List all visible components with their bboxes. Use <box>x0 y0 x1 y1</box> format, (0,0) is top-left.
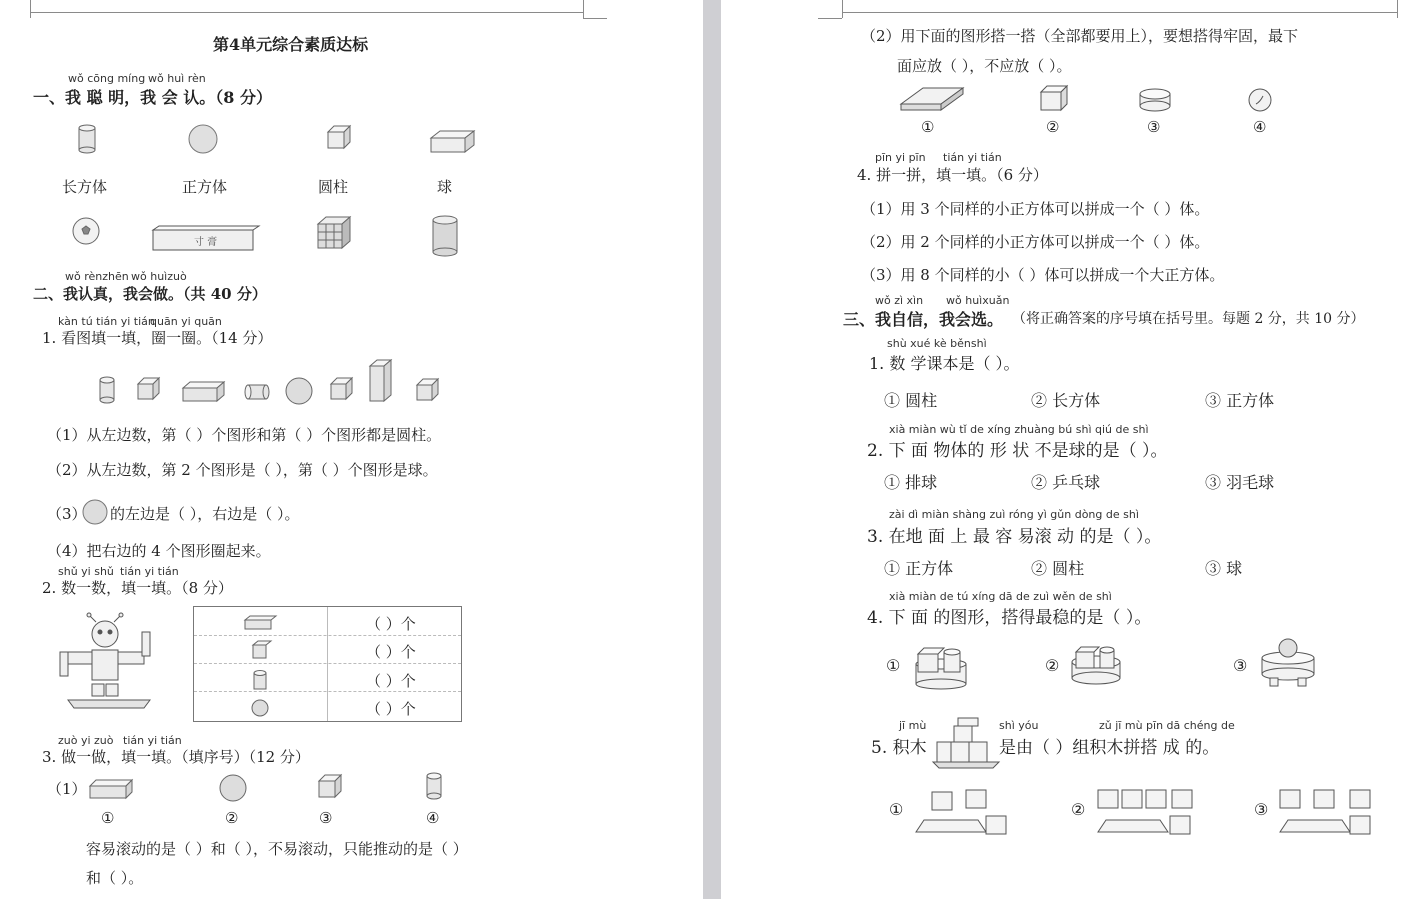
small-sphere <box>1249 89 1271 111</box>
section-heading: 二、我认真，我会做。（共 40 分） <box>33 285 267 303</box>
count-blank-cuboid[interactable]: （ ）个 <box>366 615 416 633</box>
c1-option-1[interactable]: ① 圆柱 <box>884 391 938 410</box>
pinyin: jī mù <box>899 719 927 732</box>
q1-line-2: （2）从左边数，第 2 个图形是（ ），第（ ）个图形是球。 <box>47 461 438 479</box>
pinyin: tián yi tián <box>123 734 182 747</box>
pinyin: shù xué kè běnshì <box>887 337 987 350</box>
count-blank-sphere[interactable]: （ ）个 <box>366 700 416 718</box>
choice-question-4: 4. 下 面 的图形，搭得最稳的是（ ）。 <box>867 608 1152 628</box>
pinyin: xià miàn wù tǐ de xíng zhuàng bú shì qiú de shì <box>889 423 1149 436</box>
section-heading: 一、我 聪 明，我 会 认。（8 分） <box>33 88 272 107</box>
stack-option-1 <box>916 648 966 689</box>
pinyin: quān yi quān <box>150 315 222 328</box>
flat-cuboid <box>901 88 963 110</box>
question-heading: 1. 看图填一填，圈一圈。（14 分） <box>42 329 273 347</box>
c2-option-3[interactable]: ③ 羽毛球 <box>1205 473 1275 492</box>
q4-line-1: （1）用 3 个同样的小正方体可以拼成一个（ ）体。 <box>861 200 1210 218</box>
blocks-option-2 <box>1098 790 1192 834</box>
q3-2-num-3: ③ <box>1147 118 1161 136</box>
blocks-option-1 <box>916 790 1006 834</box>
q3-num-2: ② <box>225 809 239 827</box>
question-heading: 2. 数一数，填一填。（8 分） <box>42 579 233 597</box>
pinyin: wǒ zì xìn <box>875 294 924 307</box>
c3-option-3[interactable]: ③ 球 <box>1205 559 1243 578</box>
pinyin: tián yi tián <box>943 151 1002 164</box>
stack-option-3 <box>1262 639 1314 686</box>
q3-2-line-1: （2）用下面的图形搭一搭（全部都要用上），要想搭得牢固，最下 <box>861 27 1299 45</box>
section-heading: 三、我自信，我会选。 <box>843 310 1004 329</box>
shape-label-cylinder: 圆柱 <box>318 178 349 196</box>
q4-line-3: （3）用 8 个同样的小（ ）体可以拼成一个大正方体。 <box>861 266 1225 284</box>
q3-line-2: 和（ ）。 <box>86 869 144 887</box>
q3-num-1: ① <box>101 809 115 827</box>
c4-pictures <box>916 639 1314 689</box>
c1-option-2[interactable]: ② 长方体 <box>1031 391 1101 410</box>
stack-option-2 <box>1072 647 1120 684</box>
c5-option-2[interactable]: ② <box>1071 800 1086 819</box>
pinyin: wǒ cōng míng <box>68 72 146 85</box>
pinyin: shǔ yi shǔ <box>58 565 114 578</box>
count-blank-cube[interactable]: （ ）个 <box>366 643 416 661</box>
page-title: 第4单元综合素质达标 <box>213 35 369 54</box>
pinyin: zuò yi zuò <box>58 734 114 747</box>
q3-2-num-4: ④ <box>1253 118 1267 136</box>
c4-option-2[interactable]: ② <box>1045 656 1060 675</box>
choice-question-3: 3. 在地 面 上 最 容 易滚 动 的是（ ）。 <box>867 527 1162 547</box>
c4-option-3[interactable]: ③ <box>1233 656 1248 675</box>
shape-label-cuboid: 长方体 <box>62 178 108 196</box>
pinyin: wǒ huì rèn <box>148 72 206 85</box>
blocks-option-3 <box>1280 790 1370 834</box>
c2-option-2[interactable]: ② 乒乓球 <box>1031 473 1101 492</box>
shape-label-cube: 正方体 <box>182 178 228 196</box>
c3-option-2[interactable]: ② 圆柱 <box>1031 559 1085 578</box>
choice-question-5a: 5. 积木 <box>871 738 927 758</box>
c4-option-1[interactable]: ① <box>886 656 901 675</box>
q3-num-3: ③ <box>319 809 333 827</box>
pinyin: tián yi tián <box>120 565 179 578</box>
q3-line-1: 容易滚动的是（ ）和（ ），不易滚动，只能推动的是（ ） <box>86 840 468 858</box>
pinyin: shì yóu <box>999 719 1039 732</box>
choice-question-2: 2. 下 面 物体的 形 状 不是球的是（ ）。 <box>867 441 1168 461</box>
pinyin: kàn tú tián yi tián <box>58 315 155 328</box>
pinyin: zài dì miàn shàng zuì róng yì gǔn dòng de shì <box>889 508 1139 521</box>
q4-line-2: （2）用 2 个同样的小正方体可以拼成一个（ ）体。 <box>861 233 1210 251</box>
choice-question-1: 1. 数 学课本是（ ）。 <box>869 354 1020 373</box>
choice-question-5b: 是由（ ）组积木拼搭 成 的。 <box>999 738 1220 758</box>
c5-option-3[interactable]: ③ <box>1254 800 1269 819</box>
block-structure <box>933 718 999 768</box>
section-note: （将正确答案的序号填在括号里。每题 2 分，共 10 分） <box>1012 311 1365 327</box>
q1-line-3: 的左边是（ ），右边是（ ）。 <box>110 505 300 523</box>
small-cube <box>1041 86 1067 110</box>
q3-2-num-2: ② <box>1046 118 1060 136</box>
pinyin: pīn yi pīn <box>875 151 926 164</box>
c5-option-1[interactable]: ① <box>889 800 904 819</box>
question-heading: 3. 做一做，填一填。（填序号）（12 分） <box>42 748 310 766</box>
q3-sub-label: （1） <box>47 780 87 798</box>
flat-cylinder <box>1140 89 1170 111</box>
c2-option-1[interactable]: ① 排球 <box>884 473 938 492</box>
pinyin: zǔ jī mù pīn dā chéng de <box>1099 719 1235 732</box>
count-blank-cylinder[interactable]: （ ）个 <box>366 672 416 690</box>
pinyin: wǒ huìxuǎn <box>946 294 1010 307</box>
pinyin: wǒ huìzuò <box>131 270 187 283</box>
q3-num-4: ④ <box>426 809 440 827</box>
q1-line-3-prefix: （3） <box>47 505 87 523</box>
q3-2-line-2: 面应放（ ），不应放（ ）。 <box>897 57 1072 75</box>
q1-line-4: （4）把右边的 4 个图形圈起来。 <box>47 542 271 560</box>
question-heading: 4. 拼一拼，填一填。（6 分） <box>857 166 1048 184</box>
c1-option-3[interactable]: ③ 正方体 <box>1205 391 1275 410</box>
pinyin: xià miàn de tú xíng dā de zuì wěn de shì <box>889 590 1112 603</box>
q1-line-1: （1）从左边数，第（ ）个图形和第（ ）个图形都是圆柱。 <box>47 426 442 444</box>
q3-2-num-1: ① <box>921 118 935 136</box>
pinyin: wǒ rènzhēn <box>65 270 129 283</box>
q3-2-shapes <box>901 86 1271 111</box>
toothpaste-label: 寸 膏 <box>194 237 218 248</box>
shape-label-sphere: 球 <box>437 178 453 196</box>
c3-option-1[interactable]: ① 正方体 <box>884 559 954 578</box>
